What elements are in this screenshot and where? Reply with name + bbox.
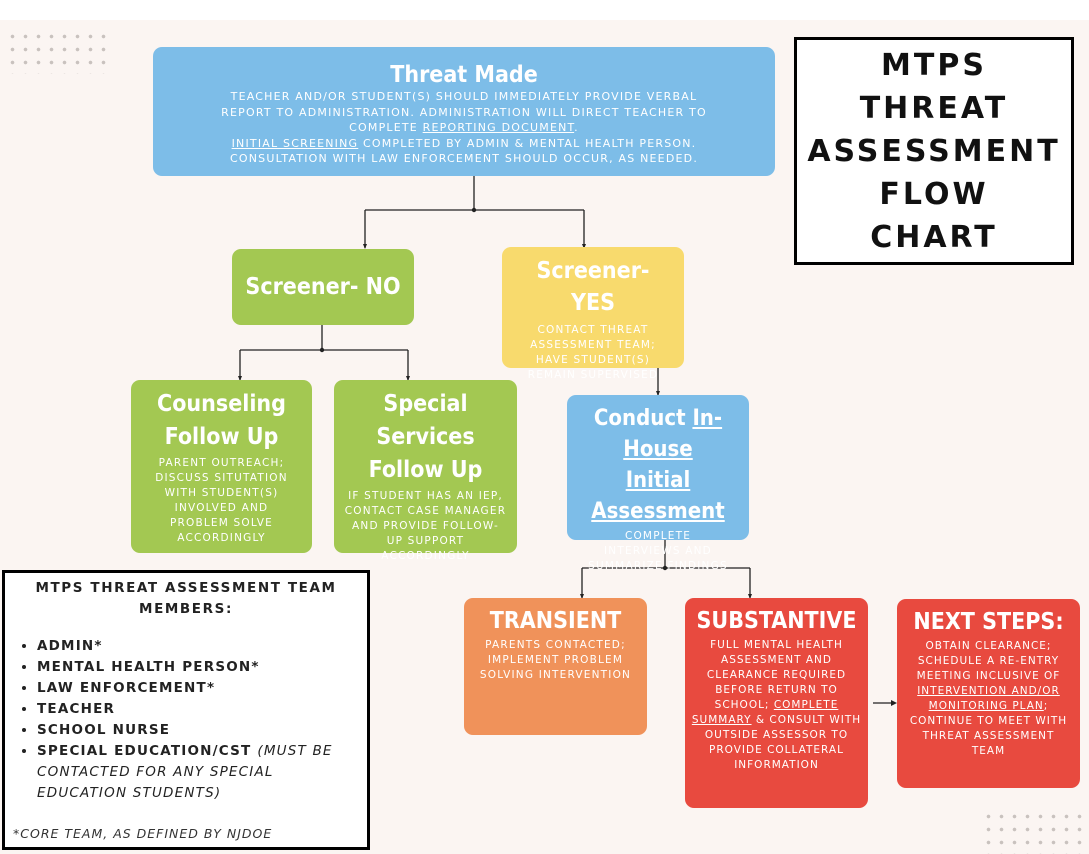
in-house-assessment-box [567, 395, 749, 572]
team-heading: MTPS THREAT ASSESSMENT TEAM MEMBERS: [35, 580, 337, 617]
chart-title-line: MTPS [881, 47, 987, 83]
special-ed-note: (MUST BE CONTACTED FOR ANY SPECIAL EDUCATION STUDENTS) [37, 743, 333, 801]
team-member-list [15, 636, 357, 804]
complete-summary-link[interactable]: COMPLETE SUMMARY [691, 699, 839, 726]
transient-box [464, 598, 647, 735]
connector-no-to-followups [240, 325, 408, 380]
screener-yes-body: CONTACT THREAT ASSESSMENT TEAM; HAVE STUDENT(S) REMAIN SUPERVISED [527, 324, 659, 381]
intervention-plan-link[interactable]: INTERVENTION AND/OR MONITORING PLAN [917, 685, 1060, 712]
chart-title-line: ASSESSMENT [807, 133, 1061, 169]
reporting-document-link[interactable]: REPORTING DOCUMENT [422, 121, 575, 134]
special-services-box [334, 380, 517, 562]
initial-screening-link[interactable]: INITIAL SCREENING [231, 136, 359, 150]
team-footnote: *CORE TEAM, AS DEFINED BY NJDOE [13, 826, 273, 841]
threat-made-line: REPORT TO ADMINISTRATION. ADMINISTRATION WILL DIRECT TEACHER TO [221, 105, 707, 119]
team-member: • MENTAL HEALTH PERSON* [37, 657, 357, 678]
screener-yes-title: Screener- YES [536, 258, 650, 316]
team-members-box [2, 570, 370, 850]
in-house-body: COMPLETE INTERVIEWS AND SUMMARIZE FINDINGS [588, 530, 728, 572]
threat-made-box [153, 47, 775, 176]
substantive-body: FULL MENTAL HEALTH ASSESSMENT AND CLEARANCE REQUIRED BEFORE RETURN TO SCHOOL; [706, 639, 847, 711]
next-steps-body: ; CONTINUE TO MEET WITH THREAT ASSESSMENT TEAM [909, 700, 1068, 757]
threat-made-text: COMPLETE [349, 121, 423, 134]
special-services-body: IF STUDENT HAS AN IEP, CONTACT CASE MANAGER AND PROVIDE FOLLOW-UP SUPPORT ACCORDINGLY [344, 490, 507, 562]
team-member: • SCHOOL NURSE [37, 720, 357, 741]
substantive-box [685, 598, 868, 808]
chart-title-line: THREAT [859, 90, 1009, 126]
in-house-link[interactable]: In-House [623, 406, 723, 462]
threat-made-text: COMPLETED BY ADMIN & MENTAL HEALTH PERSON. [358, 136, 697, 150]
threat-made-title: Threat Made [390, 62, 538, 88]
transient-body: PARENTS CONTACTED; IMPLEMENT PROBLEM SOLVING INTERVENTION [479, 639, 632, 681]
team-member: • LAW ENFORCEMENT* [37, 678, 357, 699]
in-house-title-text: Conduct [593, 406, 693, 431]
threat-made-line: CONSULTATION WITH LAW ENFORCEMENT SHOULD OCCUR, AS NEEDED. [229, 152, 699, 165]
screener-yes-box [502, 247, 684, 381]
next-steps-body: OBTAIN CLEARANCE; SCHEDULE A RE-ENTRY MEETING INCLUSIVE OF [916, 640, 1061, 682]
threat-made-text: . [574, 121, 579, 134]
substantive-title: SUBSTANTIVE [696, 608, 857, 634]
chart-title-box [794, 37, 1074, 265]
threat-made-line: TEACHER AND/OR STUDENT(S) SHOULD IMMEDIATELY PROVIDE VERBAL [230, 90, 698, 103]
team-member: • ADMIN* [37, 636, 357, 657]
next-steps-box [897, 599, 1080, 788]
screener-no-title: Screener- NO [245, 274, 401, 300]
team-member-label: SPECIAL EDUCATION/CST [37, 743, 252, 759]
counseling-followup-body: PARENT OUTREACH; DISCUSS SITUTATION WITH STUDENT(S) INVOLVED AND PROBLEM SOLVE ACCORDINGLY [155, 457, 288, 544]
chart-title-line: FLOW [879, 176, 989, 212]
transient-title: TRANSIENT [489, 608, 622, 634]
counseling-followup-title: Counseling Follow Up [157, 391, 286, 450]
team-member: • TEACHER [37, 699, 357, 720]
chart-title-line: CHART [870, 219, 998, 255]
screener-no-box [232, 249, 414, 325]
substantive-body: & CONSULT WITH OUTSIDE ASSESSOR TO PROVIDE COLLATERAL INFORMATION [704, 714, 862, 771]
counseling-followup-box [131, 380, 312, 553]
team-member [37, 741, 357, 804]
initial-assessment-link[interactable]: Initial Assessment [591, 468, 725, 524]
next-steps-title: NEXT STEPS: [913, 609, 1064, 635]
special-services-title: Special Services Follow Up [368, 391, 483, 483]
